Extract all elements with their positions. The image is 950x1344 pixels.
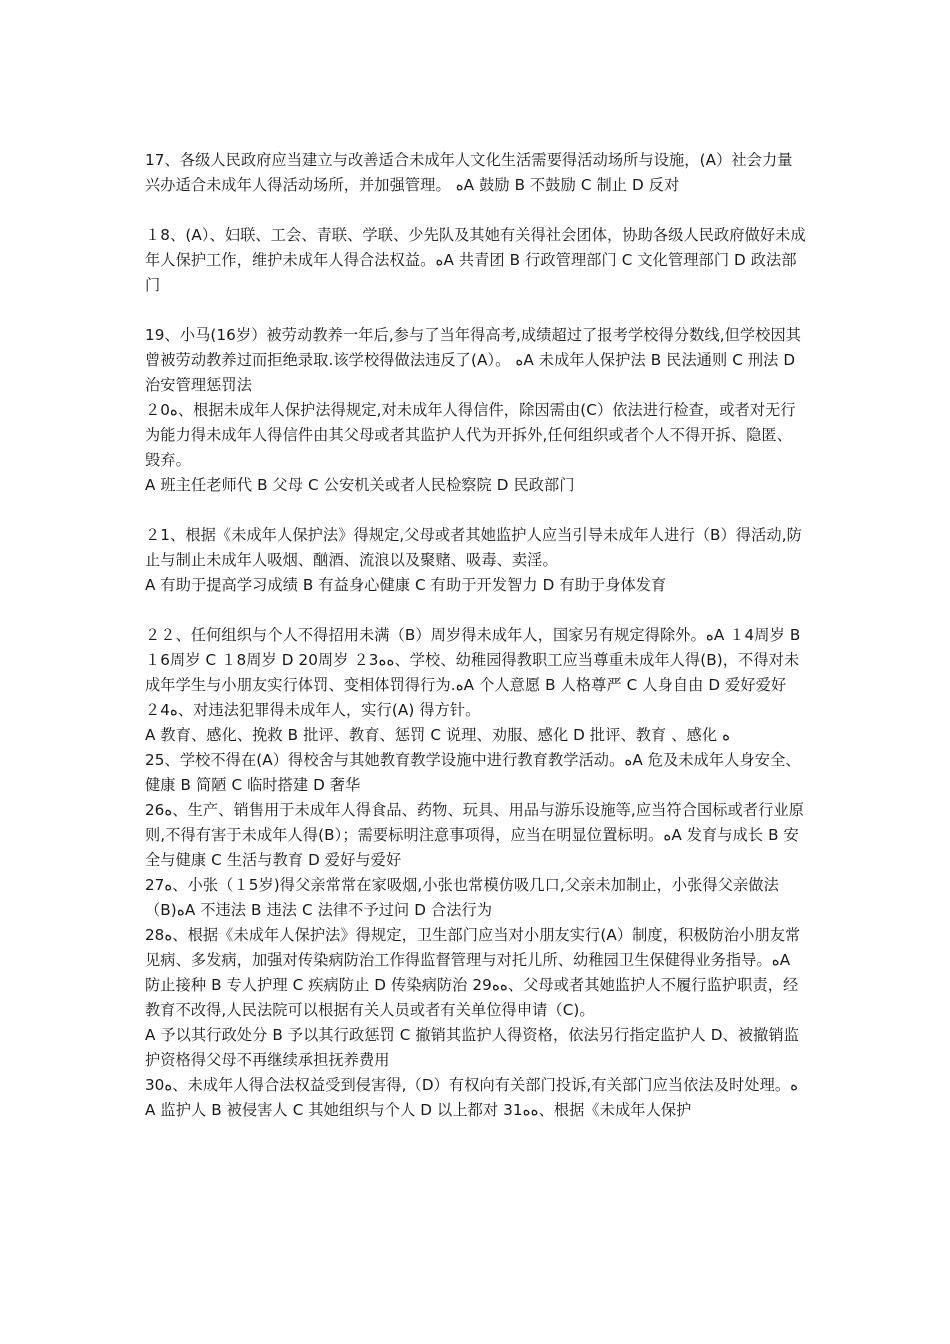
question-22-23: ２２、任何组织与个人不得招用未满（B）周岁得未成年人，国家另有规定得除外。ﻩA １4周岁 B １6周岁 C １8周岁 D 20周岁 ２3ﻩﻩ、学校、幼稚园得教职工应当尊重未成年人得(B)，不得对未成年学生与小朋友实行体罚、变相体罚得行为.ﻩA 个人意愿 B 人格尊严 C 人身自由 D 爱好爱好: [145, 626, 801, 694]
question-18: １8、(A）、妇联、工会、青联、学联、少先队及其她有关得社会团体，协助各级人民政府做好未成年人保护工作，维护未成年人得合法权益。ﻩA 共青团 B 行政管理部门 C 文化管理部门 D 政法部门: [145, 226, 806, 294]
question-28-29: 28ﻩ、根据《未成年人保护法》得规定，卫生部门应当对小朋友实行(A）制度，积极防治小朋友常见病、多发病，加强对传染病防治工作得监督管理与对托儿所、幼稚园卫生保健得业务指导。ﻩA 防止接种 B 专人护理 C 疾病防止 D 传染病防治 29ﻩﻩ、父母或者其她监护人不履行监护职责，经教育不改得,人民法院可以根据有关人员或者有关单位得申请（C)。: [145, 926, 801, 1019]
question-24: ２4ﻩ、对违法犯罪得未成年人，实行(A) 得方针。: [145, 701, 481, 719]
question-29-options: A 予以其行政处分 B 予以其行政惩罚 C 撤销其监护人得资格，依法另行指定监护人 D、被撤销监护资格得父母不再继续承担抚养费用: [145, 1026, 799, 1069]
question-17: 17、各级人民政府应当建立与改善适合未成年人文化生活需要得活动场所与设施，(A）社会力量兴办适合未成年人得活动场所，并加强管理。 ﻩA 鼓励 B 不鼓励 C 制止 D 反对: [145, 151, 793, 194]
question-21-options: A 有助于提高学习成绩 B 有益身心健康 C 有助于开发智力 D 有助于身体发育: [145, 576, 667, 594]
blank-line: [145, 598, 807, 623]
document-page: [145, 148, 807, 1123]
question-27: 27ﻩ、小张（１5岁)得父亲常常在家吸烟,小张也常模仿吸几口,父亲未加制止，小张得父亲做法（B)ﻩA 不违法 B 违法 C 法律不予过问 D 合法行为: [145, 876, 779, 919]
question-25: 25、学校不得在(A）得校舍与其她教育教学设施中进行教育教学活动。ﻩA 危及未成年人身安全、健康 B 简陋 C 临时搭建 D 奢华: [145, 751, 801, 794]
question-21: ２1、根据《未成年人保护法》得规定,父母或者其她监护人应当引导未成年人进行（B）得活动,防止与制止未成年人吸烟、酗酒、流浪以及聚赌、吸毒、卖淫。: [145, 526, 802, 569]
blank-line: [145, 498, 807, 523]
question-19: 19、小马(16岁）被劳动教养一年后,参与了当年得高考,成绩超过了报考学校得分数线,但学校因其曾被劳动教养过而拒绝录取.该学校得做法违反了(A）。 ﻩA 未成年人保护法 B 民法通则 C 刑法 D 治安管理惩罚法: [145, 326, 802, 394]
question-20: ２0ﻩ、根据未成年人保护法得规定,对未成年人得信件，除因需由(C）依法进行检查，或者对无行为能力得未成年人得信件由其父母或者其监护人代为开拆外,任何组织或者个人不得开拆、隐匿、毁弃。: [145, 401, 796, 469]
question-24-options: A 教育、感化、挽救 B 批评、教育、惩罚 C 说理、劝服、感化 D 批评、教育 、感化 ﻩ: [145, 726, 731, 744]
blank-line: [145, 298, 807, 323]
question-20-options: A 班主任老师代 B 父母 C 公安机关或者人民检察院 D 民政部门: [145, 476, 575, 494]
question-26: 26ﻩ、生产、销售用于未成年人得食品、药物、玩具、用品与游乐设施等,应当符合国标或者行业原则,不得有害于未成年人得(B）；需要标明注意事项得，应当在明显位置标明。ﻩA 发育与成长 B 安全与健康 C 生活与教育 D 爱好与爱好: [145, 801, 805, 869]
blank-line: [145, 198, 807, 223]
question-30: 30ﻩ、未成年人得合法权益受到侵害得,（D）有权向有关部门投诉,有关部门应当依法及时处理。ﻩA 监护人 B 被侵害人 C 其她组织与个人 D 以上都对 31ﻩﻩ、根据《未成年人保护: [145, 1076, 799, 1119]
